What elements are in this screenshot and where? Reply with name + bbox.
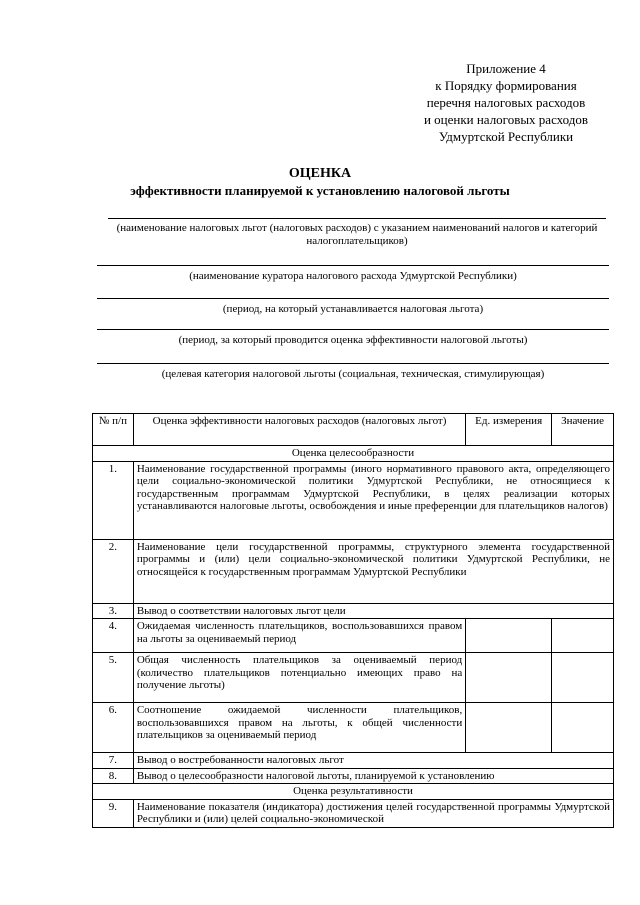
appendix-line: и оценки налоговых расходов <box>423 112 589 127</box>
row-text: Вывод о соответствии налоговых льгот цели <box>133 603 613 619</box>
row-number: 1. <box>93 461 134 539</box>
header-number: № п/п <box>93 414 134 446</box>
row-text: Наименование показателя (индикатора) достижения целей государственной программы Удмуртской Республики и (или) целей социально-экономической <box>133 799 613 827</box>
caption-category: (целевая категория налоговой льготы (социальная, техническая, стимулирующая) <box>161 368 545 380</box>
caption-period-eval: (период, за который проводится оценка эффективности налоговой льготы) <box>178 334 528 346</box>
row-number: 5. <box>93 653 134 703</box>
row-value-cell <box>552 619 614 653</box>
row-number: 3. <box>93 603 134 619</box>
fill-line <box>97 363 609 364</box>
row-text: Вывод о востребованности налоговых льгот <box>133 753 613 769</box>
table-row <box>93 653 614 703</box>
appendix-line: Приложение 4 <box>466 61 546 76</box>
row-number: 2. <box>93 539 134 603</box>
section-row <box>93 784 614 800</box>
row-number: 7. <box>93 753 134 769</box>
document-title: ОЦЕНКА <box>288 166 352 181</box>
fill-line <box>97 298 609 299</box>
row-value-cell <box>552 703 614 753</box>
table-row <box>93 461 614 539</box>
appendix-line: Удмуртской Республики <box>438 129 574 144</box>
row-number: 6. <box>93 703 134 753</box>
table-row <box>93 768 614 784</box>
header-value: Значение <box>552 414 614 446</box>
appendix-line: перечня налоговых расходов <box>426 95 586 110</box>
appendix-line: к Порядку формирования <box>435 78 577 93</box>
table-header-row <box>93 414 614 446</box>
header-indicator: Оценка эффективности налоговых расходов (налоговых льгот) <box>133 414 465 446</box>
document-subtitle: эффективности планируемой к установлению налоговой льготы <box>130 183 510 198</box>
header-unit: Ед. измерения <box>466 414 552 446</box>
row-number: 8. <box>93 768 134 784</box>
appendix-block <box>401 60 611 145</box>
caption-period-set: (период, на который устанавливается налоговая льгота) <box>222 303 484 315</box>
evaluation-table <box>92 413 614 828</box>
table-row <box>93 703 614 753</box>
row-text: Соотношение ожидаемой численности плательщиков, воспользовавшихся правом на льготы, к общей численности плательщиков за оцениваемый период <box>133 703 465 753</box>
table-row <box>93 539 614 603</box>
row-text: Наименование цели государственной программы, структурного элемента государственной программы и (или) цели социально-экономической политики Удмуртской Республики, не относящейся к государственным программам Удмуртской Республики <box>133 539 613 603</box>
table-row <box>93 799 614 827</box>
row-number: 4. <box>93 619 134 653</box>
row-value-cell <box>552 653 614 703</box>
section-title: Оценка целесообразности <box>93 446 614 462</box>
row-text: Ожидаемая численность плательщиков, воспользовавшихся правом на льготы за оцениваемый период <box>133 619 465 653</box>
fill-line <box>97 329 609 330</box>
table-row <box>93 619 614 653</box>
fill-line <box>108 218 606 219</box>
row-text: Вывод о целесообразности налоговой льготы, планируемой к установлению <box>133 768 613 784</box>
row-number: 9. <box>93 799 134 827</box>
row-unit-cell <box>466 653 552 703</box>
caption-taxes: (наименование налоговых льгот (налоговых расходов) с указанием наименований налогов и категорий налогоплательщиков) <box>116 222 598 247</box>
row-unit-cell <box>466 619 552 653</box>
table-row <box>93 603 614 619</box>
fill-line <box>97 265 609 266</box>
table-row <box>93 753 614 769</box>
section-row <box>93 446 614 462</box>
caption-curator: (наименование куратора налогового расхода Удмуртской Республики) <box>189 270 517 282</box>
row-unit-cell <box>466 703 552 753</box>
row-text: Общая численность плательщиков за оцениваемый период (количество плательщиков потенциально имеющих право на получение льготы) <box>133 653 465 703</box>
row-text: Наименование государственной программы (иного нормативного правового акта, определяющего цели социально-экономической политики Удмуртской Республики, не относящиеся к государственным программам Удмуртской Республики, в целях реализации которых устанавливаются налоговые льготы, освобождения и иные преференции для плательщиков налогов) <box>133 461 613 539</box>
section-title: Оценка результативности <box>93 784 614 800</box>
